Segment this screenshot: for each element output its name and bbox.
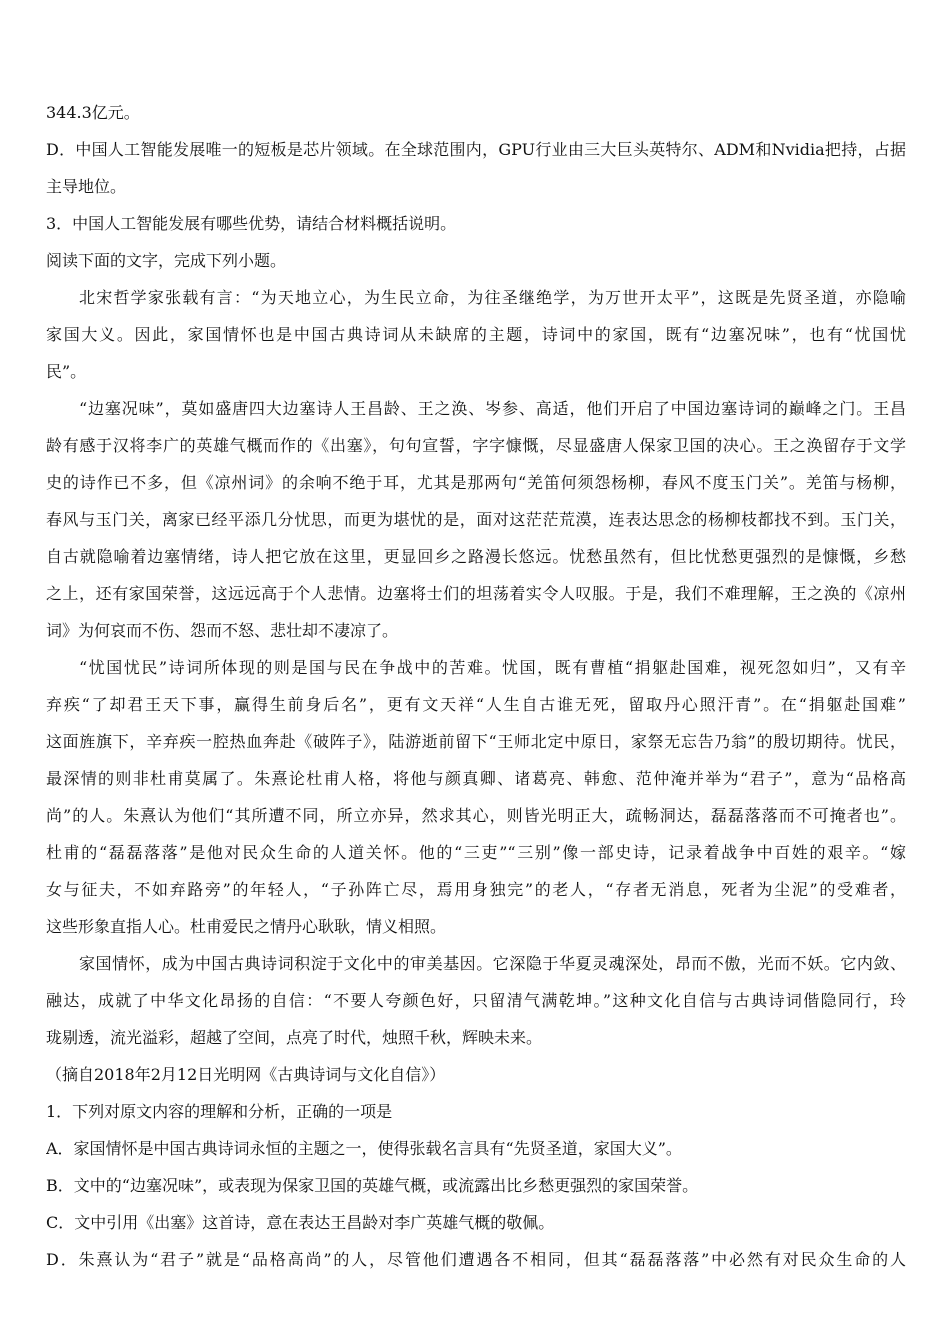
paragraph-2-line: 自古就隐喻着边塞情绪，诗人把它放在这里，更显回乡之路漫长悠远。忧愁虽然有，但比忧愁更强烈的是慷慨，乡愁: [46, 547, 906, 566]
paragraph-4-line: 家国情怀，成为中国古典诗词积淀于文化中的审美基因。它深隐于华夏灵魂深处，昂而不傲，光而不妖。它内敛、: [79, 954, 906, 973]
paragraph-3-line: 女与征夫，不如弃路旁”的年轻人，“子孙阵亡尽，焉用身独完”的老人，“存者无消息，死者为尘泥”的受难者，: [46, 880, 906, 899]
text-line: 主导地位。: [46, 177, 127, 196]
paragraph-3-line: 杜甫的“磊磊落落”是他对民众生命的人道关怀。他的“三吏”“三别”像一部史诗，记录着战争中百姓的艰辛。“嫁: [46, 843, 906, 862]
paragraph-3-line: 尚”的人。朱熹认为他们“其所遭不同，所立亦异，然求其心，则皆光明正大，疏畅洞达，磊磊落落而不可掩者也”。: [46, 806, 906, 825]
source-citation: （摘自2018年2月12日光明网《古典诗词与文化自信》）: [46, 1065, 446, 1084]
paragraph-1-line: 北宋哲学家张载有言：“为天地立心，为生民立命，为往圣继绝学，为万世开太平”，这既是先贤圣道，亦隐喻: [79, 288, 906, 307]
reading-instruction: 阅读下面的文字，完成下列小题。: [46, 251, 287, 270]
paragraph-1-line: 民”。: [46, 362, 87, 381]
option-b: B．文中的“边塞况味”，或表现为保家卫国的英雄气概，或流露出比乡愁更强烈的家国荣誉。: [46, 1176, 699, 1195]
paragraph-3-line: 这些形象直指人心。杜甫爱民之情丹心耿耿，情义相照。: [46, 917, 447, 936]
paragraph-3-line: “忧国忧民”诗词所体现的则是国与民在争战中的苦难。忧国，既有曹植“捐躯赴国难，视死忽如归”，又有辛: [79, 658, 906, 677]
paragraph-2-line: 史的诗作已不多，但《凉州词》的余响不绝于耳，尤其是那两句“羌笛何须怨杨柳，春风不度玉门关”。羌笛与杨柳，: [46, 473, 906, 492]
paragraph-2-line: 春风与玉门关，离家已经平添几分忧思，而更为堪忧的是，面对这茫茫荒漠，连表达思念的杨柳枝都找不到。玉门关，: [46, 510, 906, 529]
question-1: 1．下列对原文内容的理解和分析，正确的一项是: [46, 1102, 393, 1121]
paragraph-4-line: 珑剔透，流光溢彩，超越了空间，点亮了时代，烛照千秋，辉映未来。: [46, 1028, 543, 1047]
paragraph-2-line: “边塞况味”，莫如盛唐四大边塞诗人王昌龄、王之涣、岑参、高适，他们开启了中国边塞诗词的巅峰之门。王昌: [79, 399, 906, 418]
paragraph-2-line: 词》为何哀而不伤、怨而不怒、悲壮却不凄凉了。: [46, 621, 399, 640]
paragraph-2-line: 之上，还有家国荣誉，这远远高于个人悲情。边塞将士们的坦荡着实令人叹服。于是，我们不难理解，王之涣的《凉州: [46, 584, 906, 603]
paragraph-1-line: 家国大义。因此，家国情怀也是中国古典诗词从未缺席的主题，诗词中的家国，既有“边塞况味”，也有“忧国忧: [46, 325, 906, 344]
paragraph-3-line: 这面旌旗下，辛弃疾一腔热血奔赴《破阵子》，陆游逝前留下“王师北定中原日，家祭无忘告乃翁”的殷切期待。忧民，: [46, 732, 906, 751]
option-d-chip: D．中国人工智能发展唯一的短板是芯片领域。在全球范围内，GPU行业由三大巨头英特尔、ADM和Nvidia把持，占据: [46, 140, 906, 159]
paragraph-2-line: 龄有感于汉将李广的英雄气概而作的《出塞》，句句宣誓，字字慷慨，尽显盛唐人保家卫国的决心。王之涣留存于文学: [46, 436, 906, 455]
paragraph-3-line: 弃疾“了却君王天下事，赢得生前身后名”，更有文天祥“人生自古谁无死，留取丹心照汗青”。在“捐躯赴国难”: [46, 695, 906, 714]
question-3: 3．中国人工智能发展有哪些优势，请结合材料概括说明。: [46, 214, 457, 233]
paragraph-3-line: 最深情的则非杜甫莫属了。朱熹论杜甫人格，将他与颜真卿、诸葛亮、韩愈、范仲淹并举为“君子”，意为“品格高: [46, 769, 906, 788]
paragraph-4-line: 融达，成就了中华文化昂扬的自信：“不要人夸颜色好，只留清气满乾坤。”这种文化自信与古典诗词偕隐同行，玲: [46, 991, 906, 1010]
option-d: D．朱熹认为“君子”就是“品格高尚”的人，尽管他们遭遇各不相同，但其“磊磊落落”中必然有对民众生命的人: [46, 1250, 906, 1269]
text-line: 344.3亿元。: [46, 103, 140, 122]
option-c: C．文中引用《出塞》这首诗，意在表达王昌龄对李广英雄气概的敬佩。: [46, 1213, 555, 1232]
option-a: A．家国情怀是中国古典诗词永恒的主题之一，使得张载名言具有“先贤圣道，家国大义”。: [46, 1139, 682, 1158]
